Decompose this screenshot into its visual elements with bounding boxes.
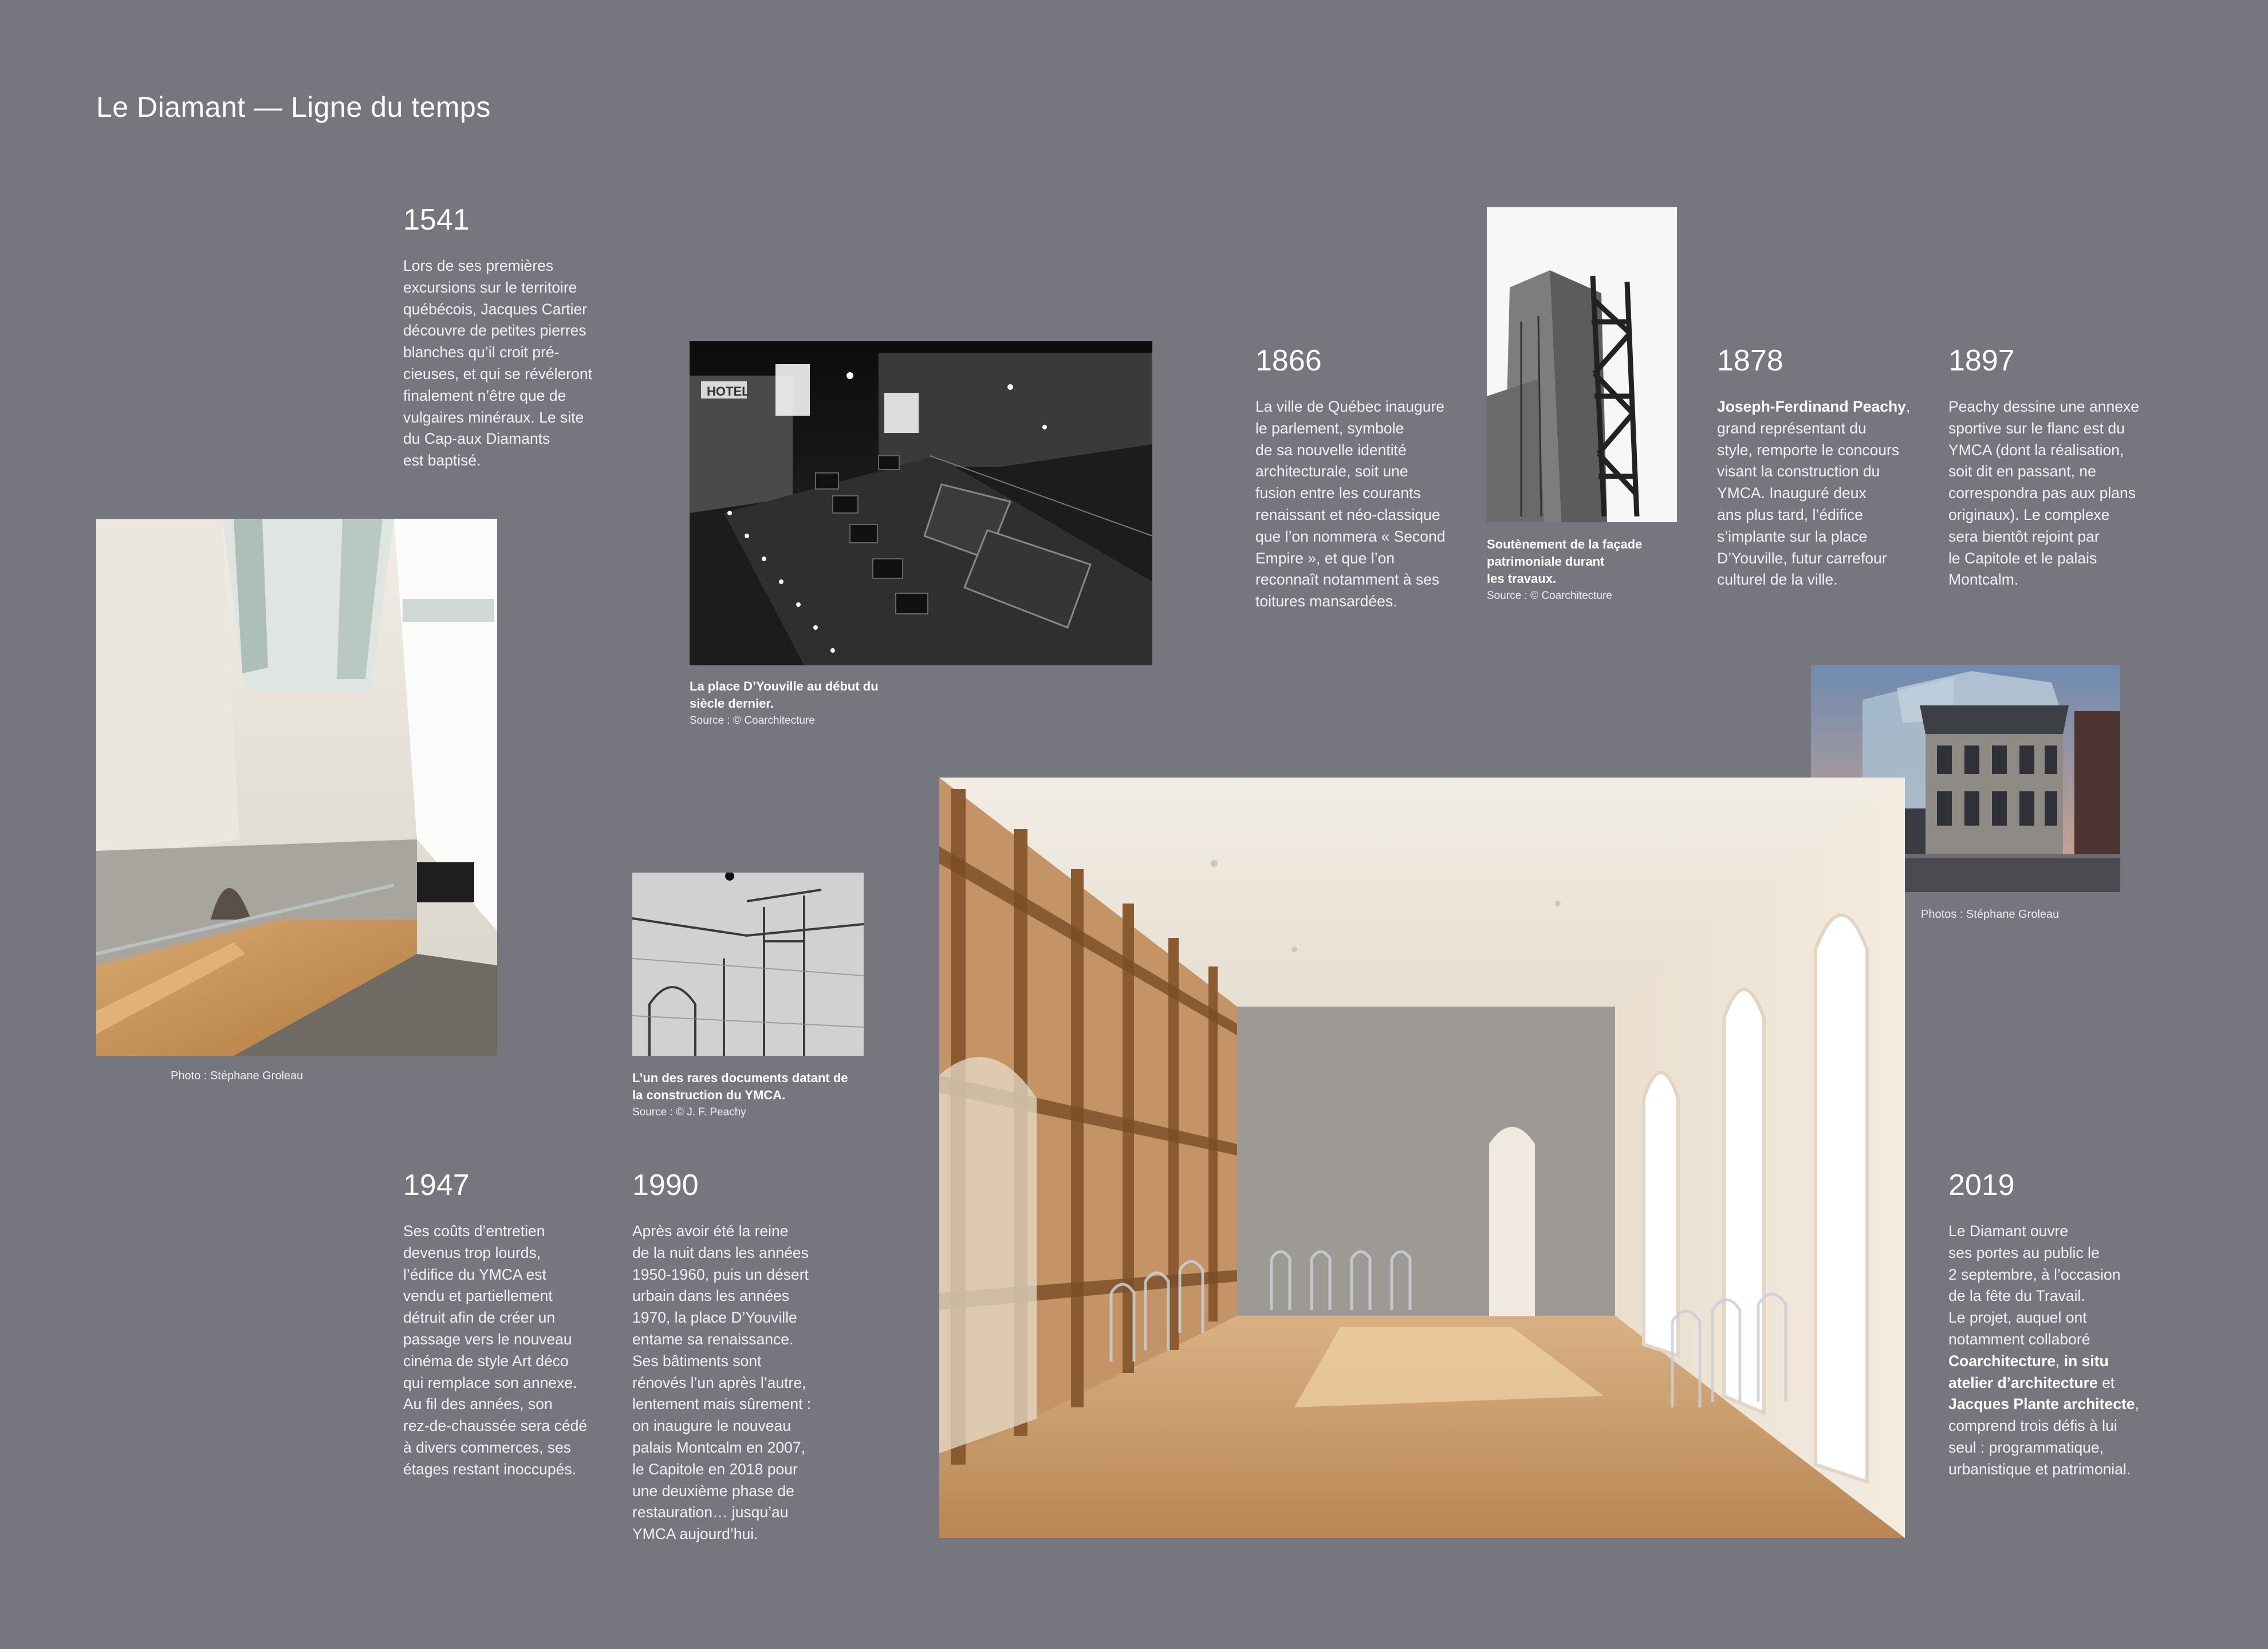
timeline-entry-1878 xyxy=(1717,346,1923,591)
entry-text: La ville de Québec inaugure le parlement, symbole de sa nouvelle identité architecturale, soit une fusion entre les courants renaissant et néo-classique que l’on nommera « Second Empire », et que l’on reconnaît notamment à ses toitures mansardées. xyxy=(1255,398,1446,610)
year-label: 1990 xyxy=(632,1169,699,1202)
entry-text: Peachy dessine une annexe sportive sur le flanc est du YMCA (dont la réalisation, soit dit en passant, ne correspondra pas aux plans originaux). Le complexe sera bientôt rejoint par le Capitole et le palais Montcalm. xyxy=(1948,398,2139,589)
historical-document-photo xyxy=(632,873,864,1056)
year-label: 1947 xyxy=(403,1169,470,1202)
interior-atrium-photo xyxy=(96,519,497,1056)
timeline-entry-1990 xyxy=(632,1170,838,1545)
facade-shoring-photo xyxy=(1487,207,1677,522)
caption-document: L’un des rares documents datant de la construction du YMCA. Source : © J. F. Peachy xyxy=(632,1071,848,1118)
year-label: 1541 xyxy=(403,203,470,236)
entry-text: Après avoir été la reine de la nuit dans les années 1950-1960, puis un désert urbain dans les années 1970, la place D’Youville entame sa renaissance. Ses bâtiments sont rénovés l’un après l’autre, lentement mais sûrement : on inaugure le nouveau palais Montcalm en 2007, le Capitole en 2018 pour une deuxième phase de restauration… jusqu’au YMCA aujourd’hui. xyxy=(632,1222,812,1543)
hotel-sign-text: HOTEL xyxy=(707,384,750,399)
timeline-entry-1866 xyxy=(1255,346,1462,613)
entry-text: Lors de ses premières excursions sur le territoire québécois, Jacques Cartier découvre de petites pierres blanches qu’il croit pré- cieuses, et qui se révéleront finalement n’être que de vulgaires minéraux. Le site du Cap-aux Diamants est baptisé. xyxy=(403,257,592,470)
timeline-entry-1947 xyxy=(403,1170,609,1481)
grand-hall-photo xyxy=(939,778,1905,1538)
place-youville-photo xyxy=(690,341,1152,665)
caption-place-youville: La place D’Youville au début du siècle dernier. Source : © Coarchitecture xyxy=(690,679,879,727)
year-label: 2019 xyxy=(1948,1169,2015,1202)
entry-text: Ses coûts d’entretien devenus trop lourds, l’édifice du YMCA est vendu et partiellement détruit afin de créer un passage vers le nouveau cinéma de style Art déco qui remplace son annexe. Au fil des années, son rez-de-chaussée sera cédé à divers commerces, ses étages restant inoccupés. xyxy=(403,1222,588,1478)
entry-text: Le Diamant ouvre ses portes au public le 2 septembre, à l’occasion de la fête du Travail. Le projet, auquel ont notamment collaboré Coarchitecture, in situ atelier d’architecture et Jacques Plante architecte, comprend trois défis à lui seul : programmatique, urbanistique et patrimonial. xyxy=(1948,1222,2139,1478)
timeline-entry-1541 xyxy=(403,205,609,472)
year-label: 1897 xyxy=(1948,344,2015,377)
year-label: 1878 xyxy=(1717,344,1783,377)
caption-facade: Soutènement de la façade patrimoniale durant les travaux. Source : © Coarchitecture xyxy=(1487,537,1643,602)
page-title: Le Diamant — Ligne du temps xyxy=(96,91,491,123)
timeline-entry-2019 xyxy=(1948,1170,2166,1481)
year-label: 1866 xyxy=(1255,344,1322,377)
photo-credit: Photos : Stéphane Groleau xyxy=(1921,908,2060,921)
entry-text: Joseph-Ferdinand Peachy, grand représentant du style, remporte le concours visant la construction du YMCA. Inauguré deux ans plus tard, l’édifice s’implante sur la place D’Youville, futur carrefour culturel de la ville. xyxy=(1717,398,1911,589)
photo-credit: Photo : Stéphane Groleau xyxy=(171,1070,304,1082)
timeline-entry-1897 xyxy=(1948,346,2155,591)
